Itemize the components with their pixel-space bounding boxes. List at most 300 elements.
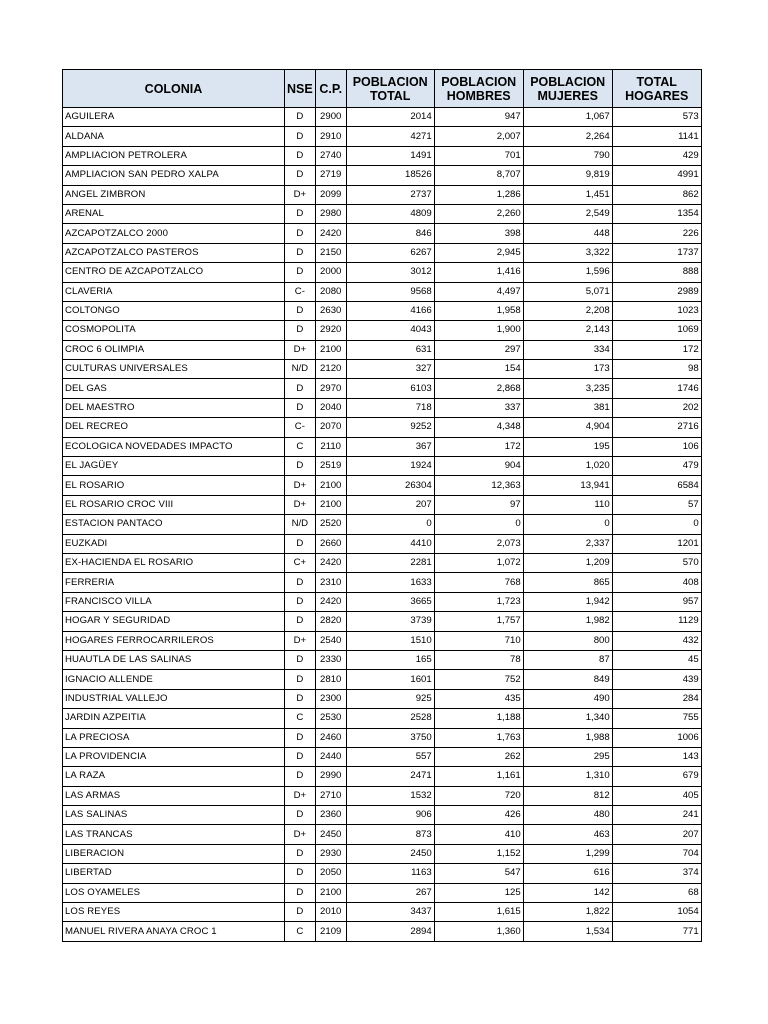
colonia-cell: LIBERTAD xyxy=(63,864,285,883)
cp-cell: 2910 xyxy=(315,127,346,146)
poblacion-hombres-cell: 1,958 xyxy=(434,301,523,320)
poblacion-total-cell: 3739 xyxy=(346,612,434,631)
cp-cell: 2740 xyxy=(315,146,346,165)
poblacion-total-cell: 2014 xyxy=(346,108,434,127)
table-row xyxy=(63,398,702,417)
poblacion-mujeres-cell: 5,071 xyxy=(523,282,612,301)
cp-cell: 2330 xyxy=(315,650,346,669)
table-row xyxy=(63,301,702,320)
cp-cell: 2099 xyxy=(315,185,346,204)
poblacion-hombres-cell: 1,286 xyxy=(434,185,523,204)
nse-cell: D+ xyxy=(285,825,316,844)
table-row xyxy=(63,340,702,359)
colonia-cell: LAS ARMAS xyxy=(63,786,285,805)
nse-cell: D xyxy=(285,767,316,786)
colonia-cell: AZCAPOTZALCO PASTEROS xyxy=(63,243,285,262)
poblacion-hombres-cell: 154 xyxy=(434,360,523,379)
colonia-cell: LOS OYAMELES xyxy=(63,883,285,902)
nse-cell: D+ xyxy=(285,340,316,359)
cp-cell: 2070 xyxy=(315,418,346,437)
poblacion-total-cell: 1633 xyxy=(346,573,434,592)
poblacion-mujeres-cell: 490 xyxy=(523,689,612,708)
colonia-cell: EX-HACIENDA EL ROSARIO xyxy=(63,553,285,572)
poblacion-mujeres-cell: 2,337 xyxy=(523,534,612,553)
cp-cell: 2360 xyxy=(315,806,346,825)
cp-cell: 2820 xyxy=(315,612,346,631)
poblacion-mujeres-cell: 1,942 xyxy=(523,592,612,611)
total-hogares-cell: 1737 xyxy=(612,243,701,262)
header-poblacion-hombres: POBLACION HOMBRES xyxy=(434,70,523,108)
total-hogares-cell: 2989 xyxy=(612,282,701,301)
nse-cell: D xyxy=(285,457,316,476)
poblacion-total-cell: 1924 xyxy=(346,457,434,476)
nse-cell: D xyxy=(285,689,316,708)
poblacion-hombres-cell: 1,072 xyxy=(434,553,523,572)
nse-cell: D xyxy=(285,108,316,127)
header-nse: NSE xyxy=(285,70,316,108)
poblacion-mujeres-cell: 1,451 xyxy=(523,185,612,204)
poblacion-hombres-cell: 337 xyxy=(434,398,523,417)
total-hogares-cell: 374 xyxy=(612,864,701,883)
table-row xyxy=(63,360,702,379)
table-row xyxy=(63,282,702,301)
total-hogares-cell: 1354 xyxy=(612,204,701,223)
total-hogares-cell: 1746 xyxy=(612,379,701,398)
nse-cell: C- xyxy=(285,418,316,437)
poblacion-total-cell: 925 xyxy=(346,689,434,708)
poblacion-total-cell: 367 xyxy=(346,437,434,456)
table-row xyxy=(63,670,702,689)
nse-cell: C xyxy=(285,922,316,941)
nse-cell: D xyxy=(285,806,316,825)
poblacion-hombres-cell: 4,497 xyxy=(434,282,523,301)
table-row xyxy=(63,321,702,340)
cp-cell: 2540 xyxy=(315,631,346,650)
colonia-cell: FERRERIA xyxy=(63,573,285,592)
poblacion-mujeres-cell: 1,067 xyxy=(523,108,612,127)
table-row xyxy=(63,166,702,185)
table-row xyxy=(63,631,702,650)
poblacion-mujeres-cell: 295 xyxy=(523,747,612,766)
poblacion-mujeres-cell: 800 xyxy=(523,631,612,650)
nse-cell: D+ xyxy=(285,631,316,650)
poblacion-mujeres-cell: 1,310 xyxy=(523,767,612,786)
poblacion-hombres-cell: 426 xyxy=(434,806,523,825)
total-hogares-cell: 2716 xyxy=(612,418,701,437)
cp-cell: 2100 xyxy=(315,495,346,514)
poblacion-total-cell: 1163 xyxy=(346,864,434,883)
poblacion-mujeres-cell: 480 xyxy=(523,806,612,825)
poblacion-mujeres-cell: 1,340 xyxy=(523,709,612,728)
nse-cell: D xyxy=(285,844,316,863)
nse-cell: C+ xyxy=(285,553,316,572)
colonia-cell: LA PROVIDENCIA xyxy=(63,747,285,766)
poblacion-hombres-cell: 4,348 xyxy=(434,418,523,437)
total-hogares-cell: 755 xyxy=(612,709,701,728)
poblacion-hombres-cell: 768 xyxy=(434,573,523,592)
poblacion-mujeres-cell: 1,596 xyxy=(523,263,612,282)
colonia-cell: EL ROSARIO xyxy=(63,476,285,495)
nse-cell: D xyxy=(285,903,316,922)
table-row xyxy=(63,476,702,495)
poblacion-mujeres-cell: 3,235 xyxy=(523,379,612,398)
colonia-cell: COSMOPOLITA xyxy=(63,321,285,340)
table-row xyxy=(63,922,702,941)
poblacion-total-cell: 9252 xyxy=(346,418,434,437)
table-row xyxy=(63,573,702,592)
poblacion-hombres-cell: 8,707 xyxy=(434,166,523,185)
cp-cell: 2300 xyxy=(315,689,346,708)
poblacion-mujeres-cell: 812 xyxy=(523,786,612,805)
poblacion-hombres-cell: 1,723 xyxy=(434,592,523,611)
poblacion-total-cell: 1601 xyxy=(346,670,434,689)
nse-cell: D xyxy=(285,166,316,185)
table-row xyxy=(63,185,702,204)
total-hogares-cell: 6584 xyxy=(612,476,701,495)
poblacion-hombres-cell: 2,945 xyxy=(434,243,523,262)
nse-cell: D xyxy=(285,747,316,766)
poblacion-total-cell: 3437 xyxy=(346,903,434,922)
colonia-cell: IGNACIO ALLENDE xyxy=(63,670,285,689)
colonia-cell: EL ROSARIO CROC VIII xyxy=(63,495,285,514)
total-hogares-cell: 45 xyxy=(612,650,701,669)
cp-cell: 2100 xyxy=(315,340,346,359)
cp-cell: 2810 xyxy=(315,670,346,689)
total-hogares-cell: 241 xyxy=(612,806,701,825)
poblacion-hombres-cell: 2,073 xyxy=(434,534,523,553)
poblacion-mujeres-cell: 9,819 xyxy=(523,166,612,185)
total-hogares-cell: 1069 xyxy=(612,321,701,340)
total-hogares-cell: 679 xyxy=(612,767,701,786)
poblacion-total-cell: 4809 xyxy=(346,204,434,223)
total-hogares-cell: 405 xyxy=(612,786,701,805)
colonia-cell: LA RAZA xyxy=(63,767,285,786)
poblacion-total-cell: 1532 xyxy=(346,786,434,805)
cp-cell: 2930 xyxy=(315,844,346,863)
poblacion-hombres-cell: 1,615 xyxy=(434,903,523,922)
colonia-cell: DEL MAESTRO xyxy=(63,398,285,417)
cp-cell: 2970 xyxy=(315,379,346,398)
poblacion-mujeres-cell: 334 xyxy=(523,340,612,359)
poblacion-mujeres-cell: 4,904 xyxy=(523,418,612,437)
total-hogares-cell: 207 xyxy=(612,825,701,844)
cp-cell: 2900 xyxy=(315,108,346,127)
total-hogares-cell: 106 xyxy=(612,437,701,456)
poblacion-hombres-cell: 547 xyxy=(434,864,523,883)
table-row xyxy=(63,903,702,922)
total-hogares-cell: 68 xyxy=(612,883,701,902)
cp-cell: 2530 xyxy=(315,709,346,728)
cp-cell: 2630 xyxy=(315,301,346,320)
nse-cell: D+ xyxy=(285,476,316,495)
poblacion-total-cell: 2528 xyxy=(346,709,434,728)
poblacion-mujeres-cell: 463 xyxy=(523,825,612,844)
colonia-cell: LOS REYES xyxy=(63,903,285,922)
total-hogares-cell: 284 xyxy=(612,689,701,708)
total-hogares-cell: 771 xyxy=(612,922,701,941)
cp-cell: 2080 xyxy=(315,282,346,301)
table-row xyxy=(63,243,702,262)
poblacion-mujeres-cell: 1,209 xyxy=(523,553,612,572)
cp-cell: 2109 xyxy=(315,922,346,941)
poblacion-hombres-cell: 398 xyxy=(434,224,523,243)
nse-cell: D xyxy=(285,592,316,611)
table-row xyxy=(63,612,702,631)
table-row xyxy=(63,379,702,398)
cp-cell: 2110 xyxy=(315,437,346,456)
cp-cell: 2520 xyxy=(315,515,346,534)
colonia-cell: CROC 6 OLIMPIA xyxy=(63,340,285,359)
poblacion-total-cell: 1491 xyxy=(346,146,434,165)
poblacion-mujeres-cell: 1,822 xyxy=(523,903,612,922)
nse-cell: D xyxy=(285,263,316,282)
table-row xyxy=(63,457,702,476)
poblacion-hombres-cell: 1,161 xyxy=(434,767,523,786)
colonia-cell: HOGARES FERROCARRILEROS xyxy=(63,631,285,650)
colonia-cell: AZCAPOTZALCO 2000 xyxy=(63,224,285,243)
cp-cell: 2010 xyxy=(315,903,346,922)
poblacion-total-cell: 0 xyxy=(346,515,434,534)
colonia-cell: FRANCISCO VILLA xyxy=(63,592,285,611)
nse-cell: D xyxy=(285,379,316,398)
poblacion-hombres-cell: 2,868 xyxy=(434,379,523,398)
poblacion-total-cell: 4166 xyxy=(346,301,434,320)
poblacion-mujeres-cell: 0 xyxy=(523,515,612,534)
cp-cell: 2420 xyxy=(315,553,346,572)
poblacion-hombres-cell: 1,152 xyxy=(434,844,523,863)
nse-cell: D xyxy=(285,670,316,689)
colonias-table xyxy=(62,69,702,942)
poblacion-total-cell: 718 xyxy=(346,398,434,417)
poblacion-total-cell: 165 xyxy=(346,650,434,669)
poblacion-hombres-cell: 78 xyxy=(434,650,523,669)
colonia-cell: CLAVERIA xyxy=(63,282,285,301)
poblacion-hombres-cell: 0 xyxy=(434,515,523,534)
poblacion-mujeres-cell: 865 xyxy=(523,573,612,592)
nse-cell: D xyxy=(285,321,316,340)
table-row xyxy=(63,864,702,883)
nse-cell: D xyxy=(285,573,316,592)
total-hogares-cell: 202 xyxy=(612,398,701,417)
poblacion-mujeres-cell: 173 xyxy=(523,360,612,379)
poblacion-hombres-cell: 125 xyxy=(434,883,523,902)
poblacion-mujeres-cell: 790 xyxy=(523,146,612,165)
colonia-cell: DEL GAS xyxy=(63,379,285,398)
colonia-cell: LAS TRANCAS xyxy=(63,825,285,844)
total-hogares-cell: 408 xyxy=(612,573,701,592)
table-row xyxy=(63,534,702,553)
total-hogares-cell: 1201 xyxy=(612,534,701,553)
nse-cell: D xyxy=(285,224,316,243)
poblacion-hombres-cell: 2,260 xyxy=(434,204,523,223)
cp-cell: 2150 xyxy=(315,243,346,262)
poblacion-mujeres-cell: 1,988 xyxy=(523,728,612,747)
colonia-cell: EL JAGÜEY xyxy=(63,457,285,476)
table-row xyxy=(63,224,702,243)
table-row xyxy=(63,515,702,534)
poblacion-total-cell: 2281 xyxy=(346,553,434,572)
poblacion-mujeres-cell: 87 xyxy=(523,650,612,669)
cp-cell: 2710 xyxy=(315,786,346,805)
table-row xyxy=(63,127,702,146)
poblacion-hombres-cell: 410 xyxy=(434,825,523,844)
poblacion-total-cell: 3665 xyxy=(346,592,434,611)
nse-cell: D xyxy=(285,301,316,320)
total-hogares-cell: 573 xyxy=(612,108,701,127)
table-row xyxy=(63,806,702,825)
poblacion-mujeres-cell: 2,549 xyxy=(523,204,612,223)
poblacion-total-cell: 207 xyxy=(346,495,434,514)
poblacion-hombres-cell: 97 xyxy=(434,495,523,514)
cp-cell: 2040 xyxy=(315,398,346,417)
poblacion-total-cell: 4410 xyxy=(346,534,434,553)
colonia-cell: CULTURAS UNIVERSALES xyxy=(63,360,285,379)
poblacion-hombres-cell: 710 xyxy=(434,631,523,650)
colonia-cell: JARDIN AZPEITIA xyxy=(63,709,285,728)
colonia-cell: ALDANA xyxy=(63,127,285,146)
colonia-cell: ANGEL ZIMBRON xyxy=(63,185,285,204)
cp-cell: 2000 xyxy=(315,263,346,282)
poblacion-total-cell: 2450 xyxy=(346,844,434,863)
colonia-cell: HUAUTLA DE LAS SALINAS xyxy=(63,650,285,669)
colonia-cell: DEL RECREO xyxy=(63,418,285,437)
cp-cell: 2460 xyxy=(315,728,346,747)
total-hogares-cell: 172 xyxy=(612,340,701,359)
nse-cell: D xyxy=(285,883,316,902)
colonia-cell: ESTACION PANTACO xyxy=(63,515,285,534)
poblacion-hombres-cell: 752 xyxy=(434,670,523,689)
header-row xyxy=(63,70,702,108)
poblacion-mujeres-cell: 2,208 xyxy=(523,301,612,320)
cp-cell: 2310 xyxy=(315,573,346,592)
poblacion-total-cell: 557 xyxy=(346,747,434,766)
poblacion-total-cell: 2737 xyxy=(346,185,434,204)
poblacion-hombres-cell: 904 xyxy=(434,457,523,476)
total-hogares-cell: 570 xyxy=(612,553,701,572)
nse-cell: D+ xyxy=(285,185,316,204)
table-row xyxy=(63,883,702,902)
colonia-cell: MANUEL RIVERA ANAYA CROC 1 xyxy=(63,922,285,941)
nse-cell: D xyxy=(285,864,316,883)
nse-cell: D xyxy=(285,127,316,146)
total-hogares-cell: 1006 xyxy=(612,728,701,747)
colonia-cell: HOGAR Y SEGURIDAD xyxy=(63,612,285,631)
total-hogares-cell: 957 xyxy=(612,592,701,611)
nse-cell: C xyxy=(285,709,316,728)
table-row xyxy=(63,263,702,282)
poblacion-hombres-cell: 1,757 xyxy=(434,612,523,631)
table-row xyxy=(63,495,702,514)
table-row xyxy=(63,437,702,456)
nse-cell: D xyxy=(285,398,316,417)
table-row xyxy=(63,592,702,611)
poblacion-mujeres-cell: 1,534 xyxy=(523,922,612,941)
total-hogares-cell: 57 xyxy=(612,495,701,514)
poblacion-total-cell: 6267 xyxy=(346,243,434,262)
poblacion-mujeres-cell: 1,299 xyxy=(523,844,612,863)
table-row xyxy=(63,108,702,127)
colonia-cell: ECOLOGICA NOVEDADES IMPACTO xyxy=(63,437,285,456)
total-hogares-cell: 1023 xyxy=(612,301,701,320)
table-row xyxy=(63,767,702,786)
table-row xyxy=(63,786,702,805)
nse-cell: D xyxy=(285,534,316,553)
header-total-hogares: TOTAL HOGARES xyxy=(612,70,701,108)
poblacion-hombres-cell: 1,188 xyxy=(434,709,523,728)
table-row xyxy=(63,650,702,669)
poblacion-mujeres-cell: 2,264 xyxy=(523,127,612,146)
poblacion-mujeres-cell: 195 xyxy=(523,437,612,456)
colonia-cell: EUZKADI xyxy=(63,534,285,553)
nse-cell: C xyxy=(285,437,316,456)
poblacion-mujeres-cell: 142 xyxy=(523,883,612,902)
total-hogares-cell: 1129 xyxy=(612,612,701,631)
poblacion-hombres-cell: 435 xyxy=(434,689,523,708)
poblacion-total-cell: 1510 xyxy=(346,631,434,650)
cp-cell: 2050 xyxy=(315,864,346,883)
table-row xyxy=(63,146,702,165)
poblacion-mujeres-cell: 110 xyxy=(523,495,612,514)
poblacion-total-cell: 3750 xyxy=(346,728,434,747)
poblacion-hombres-cell: 262 xyxy=(434,747,523,766)
poblacion-mujeres-cell: 448 xyxy=(523,224,612,243)
header-cp: C.P. xyxy=(315,70,346,108)
total-hogares-cell: 1054 xyxy=(612,903,701,922)
total-hogares-cell: 143 xyxy=(612,747,701,766)
colonia-cell: INDUSTRIAL VALLEJO xyxy=(63,689,285,708)
poblacion-hombres-cell: 720 xyxy=(434,786,523,805)
cp-cell: 2440 xyxy=(315,747,346,766)
colonia-cell: AGUILERA xyxy=(63,108,285,127)
cp-cell: 2450 xyxy=(315,825,346,844)
total-hogares-cell: 432 xyxy=(612,631,701,650)
total-hogares-cell: 429 xyxy=(612,146,701,165)
table-body xyxy=(63,108,702,942)
poblacion-hombres-cell: 1,763 xyxy=(434,728,523,747)
poblacion-total-cell: 26304 xyxy=(346,476,434,495)
nse-cell: D xyxy=(285,204,316,223)
colonia-cell: COLTONGO xyxy=(63,301,285,320)
table-row xyxy=(63,825,702,844)
colonia-cell: CENTRO DE AZCAPOTZALCO xyxy=(63,263,285,282)
poblacion-total-cell: 18526 xyxy=(346,166,434,185)
colonia-cell: AMPLIACION SAN PEDRO XALPA xyxy=(63,166,285,185)
poblacion-hombres-cell: 1,360 xyxy=(434,922,523,941)
table-row xyxy=(63,728,702,747)
total-hogares-cell: 888 xyxy=(612,263,701,282)
table-row xyxy=(63,844,702,863)
total-hogares-cell: 4991 xyxy=(612,166,701,185)
poblacion-total-cell: 6103 xyxy=(346,379,434,398)
poblacion-mujeres-cell: 13,941 xyxy=(523,476,612,495)
poblacion-hombres-cell: 12,363 xyxy=(434,476,523,495)
table-row xyxy=(63,204,702,223)
colonia-cell: LA PRECIOSA xyxy=(63,728,285,747)
poblacion-total-cell: 4271 xyxy=(346,127,434,146)
colonia-cell: LAS SALINAS xyxy=(63,806,285,825)
poblacion-mujeres-cell: 3,322 xyxy=(523,243,612,262)
poblacion-total-cell: 2894 xyxy=(346,922,434,941)
nse-cell: N/D xyxy=(285,515,316,534)
header-colonia: COLONIA xyxy=(63,70,285,108)
nse-cell: D xyxy=(285,650,316,669)
poblacion-hombres-cell: 1,900 xyxy=(434,321,523,340)
cp-cell: 2100 xyxy=(315,476,346,495)
nse-cell: D+ xyxy=(285,495,316,514)
poblacion-total-cell: 3012 xyxy=(346,263,434,282)
total-hogares-cell: 1141 xyxy=(612,127,701,146)
cp-cell: 2120 xyxy=(315,360,346,379)
